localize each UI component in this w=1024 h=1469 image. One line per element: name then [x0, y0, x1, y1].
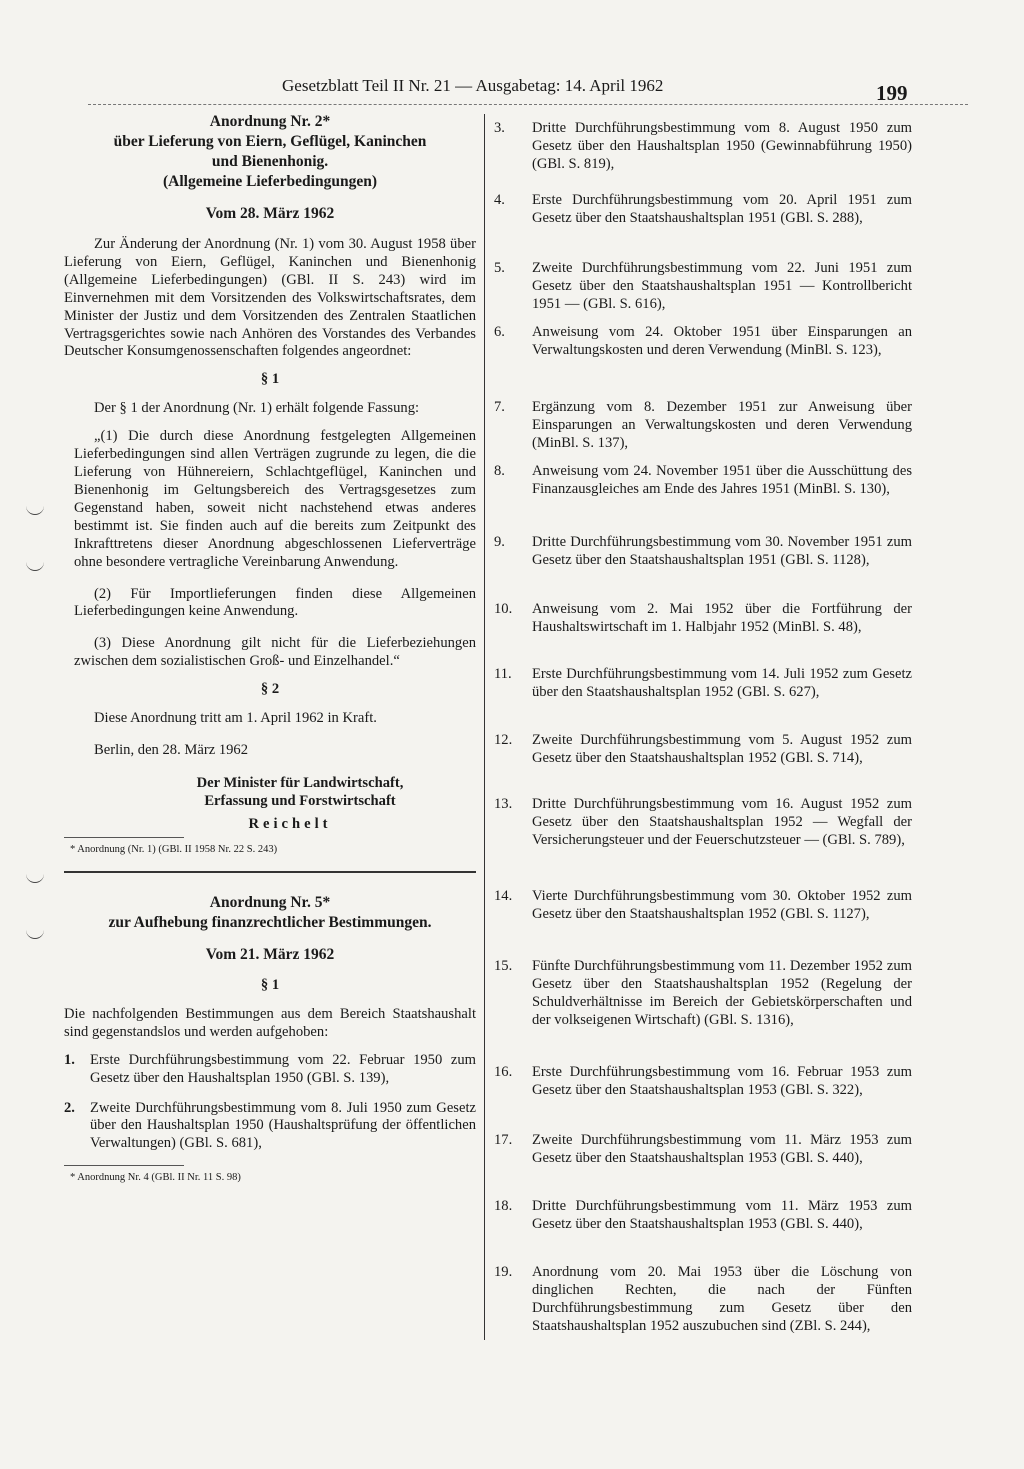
- item-text: Anweisung vom 24. Oktober 1951 über Einsparungen an Verwaltungskosten und deren Verwendung (MinBl. S. 123),: [532, 324, 912, 358]
- item-number: 12.: [494, 732, 513, 748]
- item-text: Anweisung vom 2. Mai 1952 über die Fortführung der Haushaltswirtschaft im 1. Halbjahr 1952 (MinBl. S. 48),: [532, 601, 912, 635]
- item-number: 14.: [494, 888, 513, 904]
- decree1-title-line: und Bienenhonig.: [211, 153, 329, 170]
- item-text: Dritte Durchführungsbestimmung vom 8. August 1950 zum Gesetz über den Haushaltsplan 1950 (Gewinnabführung 1950) (GBl. S. 819),: [532, 120, 912, 172]
- item-number: 10.: [494, 601, 513, 617]
- decree1-title: [64, 112, 476, 192]
- item-number: 7.: [494, 399, 505, 415]
- decree2-section1-heading: § 1: [260, 976, 280, 993]
- item-text: Dritte Durchführungsbestimmung vom 30. November 1951 zum Gesetz über den Staatshaushaltsplan 1951 (GBl. S. 1128),: [532, 534, 912, 568]
- list-item: [494, 1264, 912, 1336]
- list-item: [494, 666, 912, 702]
- decree1-signatory-org: [64, 774, 476, 810]
- item-text: Ergänzung vom 8. Dezember 1951 zur Anweisung über Einsparungen an Verwaltungskosten und deren Verwendung (MinBl. S. 137),: [532, 399, 912, 451]
- list-item: [64, 1100, 476, 1154]
- item-text: Zweite Durchführungsbestimmung vom 22. Juni 1951 zum Gesetz über den Staatshaushaltsplan 1951 — Kontrollbericht 1951 — (GBl. S. 616),: [532, 260, 912, 312]
- decree2-title: [64, 893, 476, 933]
- item-number: 2.: [64, 1099, 75, 1116]
- signatory-org-line: Der Minister für Landwirtschaft,: [196, 774, 404, 791]
- item-text: Dritte Durchführungsbestimmung vom 16. August 1952 zum Gesetz über den Staatshaushaltsplan 1952 — Wegfall der Versicherungsteuer und der Feuerschutzsteuer — (GBl. S. 789),: [532, 796, 912, 848]
- item-number: 8.: [494, 463, 505, 479]
- item-text: Anordnung vom 20. Mai 1953 über die Löschung von dinglichen Rechten, die nach der Fünften Durchführungsbestimmung zum Gesetz über den Staatshaushaltsplan 1952 auszubuchen sind (ZBl. S. 244),: [532, 1264, 912, 1334]
- decree2-title-line: Anordnung Nr. 5*: [209, 893, 331, 911]
- decree1-date: Vom 28. März 1962: [205, 205, 335, 222]
- margin-mark: [26, 872, 44, 883]
- decree2-section1-text: Die nachfolgenden Bestimmungen aus dem Bereich Staatshaushalt sind gegenstandslos und werden aufgehoben:: [64, 1005, 476, 1040]
- list-item: [494, 399, 912, 453]
- margin-mark: [26, 560, 44, 571]
- decree1-section2-heading: § 2: [260, 681, 280, 698]
- decree1-section1-text: Der § 1 der Anordnung (Nr. 1) erhält folgende Fassung:: [94, 400, 420, 417]
- decree1-footnote: * Anordnung (Nr. 1) (GBl. II 1958 Nr. 22 S. 243): [70, 843, 278, 855]
- item-number: 19.: [494, 1264, 513, 1280]
- decree2-title-line: zur Aufhebung finanzrechtlicher Bestimmungen.: [108, 913, 432, 931]
- list-item: [494, 888, 912, 924]
- item-text: Erste Durchführungsbestimmung vom 16. Februar 1953 zum Gesetz über den Staatshaushaltsplan 1953 (GBl. S. 322),: [532, 1064, 912, 1098]
- item-number: 6.: [494, 324, 505, 340]
- list-item: [494, 1198, 912, 1234]
- item-number: 15.: [494, 958, 513, 974]
- list-item: [494, 1132, 912, 1168]
- header-title: Gesetzblatt Teil II Nr. 21 — Ausgabetag: 14. April 1962: [282, 76, 664, 95]
- list-item: [494, 796, 912, 850]
- footnote-rule: [64, 1165, 184, 1166]
- item-number: 9.: [494, 534, 505, 550]
- item-number: 16.: [494, 1064, 513, 1080]
- list-item: [494, 534, 912, 570]
- list-item: [494, 120, 912, 174]
- decree1-title-line: Anordnung Nr. 2*: [209, 113, 331, 130]
- decree1-quote-1: „(1) Die durch diese Anordnung festgelegten Allgemeinen Lieferbedingungen sind allen Verträgen zugrunde zu legen, die die Lieferung von Hühnereiern, Schlachtgeflügel, Kaninchen und Bienenhonig im Geltungsbereich des Vertragsgesetzes zum Gegenstand haben, soweit nicht nachstehend etwas anderes bestimmt ist. Sie finden auch auf die bereits zum Zeitpunkt des Inkrafttretens dieser Anordnung abgeschlossenen Lieferverträge ohne besondere vertragliche Vereinbarung Anwendung.: [74, 428, 476, 570]
- decree1-section2-text: Diese Anordnung tritt am 1. April 1962 in Kraft.: [94, 710, 377, 727]
- item-number: 13.: [494, 796, 513, 812]
- left-column: [64, 112, 476, 1183]
- margin-mark: [26, 504, 44, 515]
- list-item: [494, 732, 912, 768]
- item-number: 4.: [494, 192, 505, 208]
- footnote-rule: [64, 837, 184, 838]
- item-text: Fünfte Durchführungsbestimmung vom 11. Dezember 1952 zum Gesetz über den Staatshaushaltsplan 1952 (Regelung der Schuldverhältnisse im Bereich der Gebietskörperschaften und der volkseigenen Wirtschaft) (GBl. S. 1316),: [532, 958, 912, 1028]
- page-number: 199: [876, 81, 908, 105]
- list-item: [494, 324, 912, 360]
- decree2-item-list: [64, 1052, 476, 1154]
- list-item: [494, 463, 912, 499]
- item-number: 18.: [494, 1198, 513, 1214]
- item-text: Erste Durchführungsbestimmung vom 20. April 1951 zum Gesetz über den Staatshaushaltsplan 1951 (GBl. S. 288),: [532, 192, 912, 226]
- item-text: Vierte Durchführungsbestimmung vom 30. Oktober 1952 zum Gesetz über den Staatshaushaltsplan 1952 (GBl. S. 1127),: [532, 888, 912, 922]
- list-item: [494, 260, 912, 314]
- decree2-date: Vom 21. März 1962: [205, 945, 335, 963]
- decree1-section1-heading: § 1: [260, 371, 280, 388]
- item-text: Erste Durchführungsbestimmung vom 22. Februar 1950 zum Gesetz über den Haushaltsplan 1950 (GBl. S. 139),: [90, 1051, 476, 1086]
- item-number: 17.: [494, 1132, 513, 1148]
- item-text: Erste Durchführungsbestimmung vom 14. Juli 1952 zum Gesetz über den Staatshaushaltsplan 1952 (GBl. S. 627),: [532, 666, 912, 700]
- item-number: 1.: [64, 1051, 75, 1068]
- decree1-quote-3: (3) Diese Anordnung gilt nicht für die Lieferbeziehungen zwischen dem sozialistischen Groß- und Einzelhandel.“: [74, 635, 476, 670]
- item-number: 5.: [494, 260, 505, 276]
- margin-mark: [26, 928, 44, 939]
- list-item: [494, 958, 912, 1030]
- column-divider: [484, 114, 485, 1340]
- item-text: Anweisung vom 24. November 1951 über die Ausschüttung des Finanzausgleiches am Ende des Jahres 1951 (MinBl. S. 130),: [532, 463, 912, 497]
- list-item: [494, 192, 912, 228]
- item-number: 3.: [494, 120, 505, 136]
- header-rule: [88, 104, 968, 105]
- item-text: Zweite Durchführungsbestimmung vom 5. August 1952 zum Gesetz über den Staatshaushaltsplan 1952 (GBl. S. 714),: [532, 732, 912, 766]
- decree1-place-date: Berlin, den 28. März 1962: [94, 742, 249, 759]
- item-number: 11.: [494, 666, 512, 682]
- signatory-org-line: Erfassung und Forstwirtschaft: [204, 792, 396, 809]
- decree1-quote-2: (2) Für Importlieferungen finden diese Allgemeinen Lieferbedingungen keine Anwendung.: [74, 585, 476, 620]
- decree-separator: [64, 871, 476, 873]
- decree1-signatory-name: Reichelt: [248, 815, 332, 832]
- decree1-intro: Zur Änderung der Anordnung (Nr. 1) vom 30. August 1958 über Lieferung von Eiern, Geflügel, Kaninchen und Bienenhonig (Allgemeine Lieferbedingungen) (GBl. II S. 243) wird im Einvernehmen mit dem Vorsitzenden des Volkswirtschaftsrates, dem Minister der Justiz und dem Vorsitzenden des Zentralen Staatlichen Vertragsgerichtes sowie nach Anhören des Vorstandes des Verbandes Deutscher Konsumgenossenschaften folgendes angeordnet:: [64, 236, 476, 360]
- decree1-title-line: über Lieferung von Eiern, Geflügel, Kaninchen: [113, 133, 427, 150]
- item-text: Zweite Durchführungsbestimmung vom 8. Juli 1950 zum Gesetz über den Haushaltsplan 1950 (Haushaltsprüfung der öffentlichen Verwaltungen) (GBl. S. 681),: [90, 1099, 476, 1152]
- item-text: Dritte Durchführungsbestimmung vom 11. März 1953 zum Gesetz über den Staatshaushaltsplan 1953 (GBl. S. 440),: [532, 1198, 912, 1232]
- list-item: [494, 1064, 912, 1100]
- list-item: [494, 601, 912, 637]
- item-text: Zweite Durchführungsbestimmung vom 11. März 1953 zum Gesetz über den Staatshaushaltsplan 1953 (GBl. S. 440),: [532, 1132, 912, 1166]
- decree1-title-line: (Allgemeine Lieferbedingungen): [163, 173, 377, 190]
- decree2-footnote: * Anordnung Nr. 4 (GBl. II Nr. 11 S. 98): [70, 1172, 241, 1184]
- list-item: [64, 1052, 476, 1088]
